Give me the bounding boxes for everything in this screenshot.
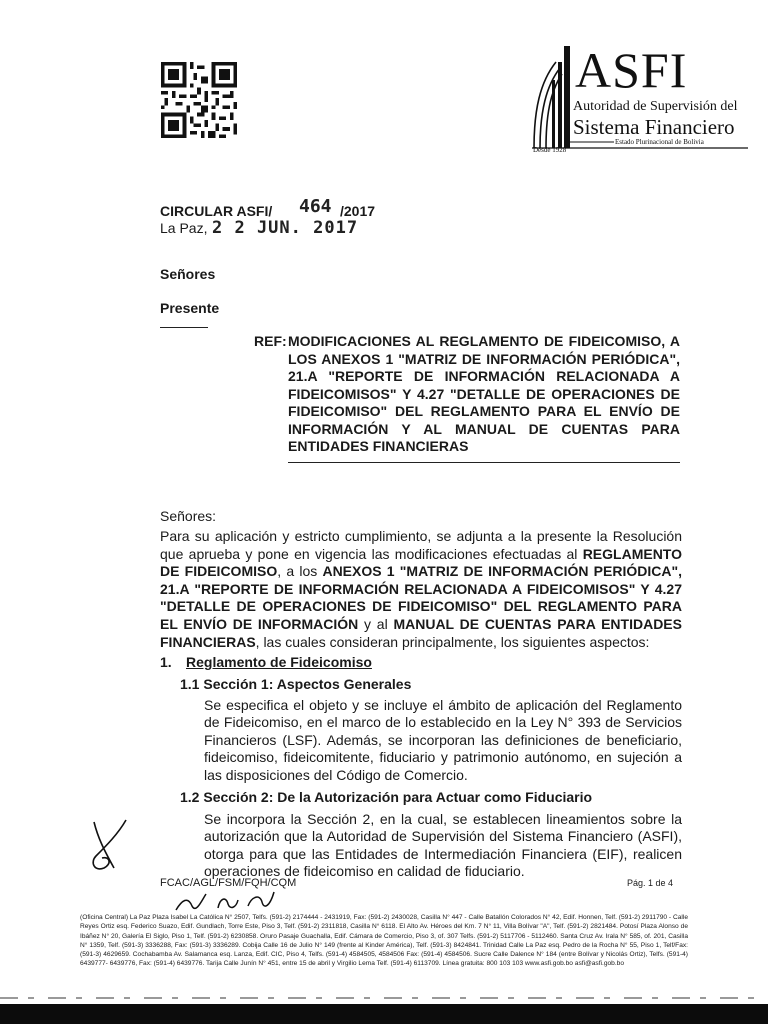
divider [160,327,208,328]
greeting-senores-colon: Señores: [160,508,217,524]
handwritten-initials-icon [172,886,284,916]
intro-paragraph: Para su aplicación y estricto cumplimiento, se adjunta a la presente la Resolución que aprueba y pone en vigencia las modificaciones efectuadas al REGLAMENTO DE FIDEICOMISO, a los ANEXOS 1 "MATRIZ DE INFORMACIÓN PERIÓDICA", 21.A "REPORTE DE INFORMACIÓN RELACIONADA A FIDEICOMISOS" Y 4.27 "DETALLE DE OPERACIONES DE FIDEICOMISO" DEL REGLAMENTO PARA EL ENVÍO DE INFORMACIÓN y al MANUAL DE CUENTAS PARA ENTIDADES FINANCIERAS, las cuales consideran principalmente, los siguientes aspectos: [160,528,682,650]
item-number: 1. [160,654,172,670]
section-1-1-title: 1.1 Sección 1: Aspectos Generales [180,676,412,692]
signature-icon [84,816,136,878]
circular-prefix: CIRCULAR ASFI/ [160,203,273,219]
logo-since: Desde 1928 [533,146,567,154]
scan-noise [0,994,768,1004]
ref-label: REF: [254,333,287,349]
greeting-senores: Señores [160,266,216,282]
circular-number: 464 [299,196,332,217]
scan-bottom-bar [0,1004,768,1024]
section-1-1-text: Se especifica el objeto y se incluye el ámbito de aplicación del Reglamento de Fideicomiso, en el marco de lo establecido en la Ley N° 393 de Servicios Financieros (LSF). Además, se incorporan las definiciones de beneficiario, fideicomiso, fideicomitente, fiduciario y patrimonio autónomo, en sujeción a las disposiciones del Código de Comercio. [204,697,682,783]
page-number: Pág. 1 de 4 [627,878,674,888]
footer-address: (Oficina Central) La Paz Plaza Isabel La Católica N° 2507, Telfs. (591-2) 2174444 - 2431919, Fax: (591-2) 2430028, Casilla N° 447 - Calle Batallón Colorados N° 42, Edif. Honnen, Telf. (591-2) 2911790 - Calle Reyes Ortiz esq. Federico Suazo, Edif. Gundlach, Torre Este, Piso 3, Telf. (591-2) 2311818, Casilla N° 6118. El Alto Av. Héroes del Km. 7 N° 11, Villa Bolívar "A", Telf. (591-2) 2821484. Potosí Plaza Alonso de Ibáñez N° 20, Galería El Siglo, Piso 1, Telf. (591-2) 6230858. Oruro Pasaje Guachalla, Edif. Cámara de Comercio, Piso 3, of. 307 Telfs. (591-2) 5117706 - 5112460. Santa Cruz Av. Irala N° 585, of. 201, Casilla N° 1359, Telf. (591-3) 3336288, Fax: (591-3) 3336289. Cobija Calle 16 de Julio N° 149 (frente al Kinder América), Telf. (591-3) 8424841. Trinidad Calle La Paz esq. Pedro de la Rocha N° 55, Piso 1, Telf/Fax: (591-3) 4629659. Cochabamba Av. Salamanca esq. Lanza, Edif. CIC, Piso 4, Telfs. (591-4) 4584505, 4584506 Fax: (591-4) 4584506. Sucre Calle Dalence N° 184 (entre Bolívar y Nicolás Ortiz), Telfs. (591-4) 6439777- 6439776, Fax: (591-4) 6439776. Tarija Calle Junín N° 451, entre 15 de abril y Virgilio Lema Telf. (591-4) 6113709. Línea gratuita: 800 103 103 www.asfi.gob.bo asfi@asfi.gob.bo [80,914,688,968]
initials: FCAC/AGL/FSM/FQH/CQM [160,877,297,889]
ref-divider [288,462,680,463]
item-title: Reglamento de Fideicomiso [186,654,372,670]
greeting-presente: Presente [160,300,220,316]
logo-name: Sistema Financiero [573,115,735,139]
date-stamp: 2 2 JUN. 2017 [212,218,359,238]
circular-year: /2017 [340,203,376,219]
logo-title: ASFI [575,42,688,98]
section-1-2-text: Se incorpora la Sección 2, en la cual, se establecen lineamientos sobre la autorización que la Autoridad de Supervisión del Sistema Financiero (ASFI), otorga para que las Entidades de Intermediación Financiera (EIF), realicen operaciones de fideicomiso en calidad de fiduciario. [204,811,682,880]
section-1-2-title: 1.2 Sección 2: De la Autorización para Actuar como Fiduciario [180,789,593,805]
qr-code-icon [160,62,238,138]
place: La Paz, [160,220,208,236]
logo-subtitle: Autoridad de Supervisión del [573,99,738,114]
ref-text: MODIFICACIONES AL REGLAMENTO DE FIDEICOMISO, A LOS ANEXOS 1 "MATRIZ DE INFORMACIÓN PERIÓDICA", 21.A "REPORTE DE INFORMACIÓN RELACIONADA A FIDEICOMISOS" Y 4.27 "DETALLE DE OPERACIONES DE FIDEICOMISO" DEL REGLAMENTO PARA EL ENVÍO DE INFORMACIÓN Y AL MANUAL DE CUENTAS PARA ENTIDADES FINANCIERAS [288,333,680,454]
logo-state: Estado Plurinacional de Bolivia [615,138,704,146]
